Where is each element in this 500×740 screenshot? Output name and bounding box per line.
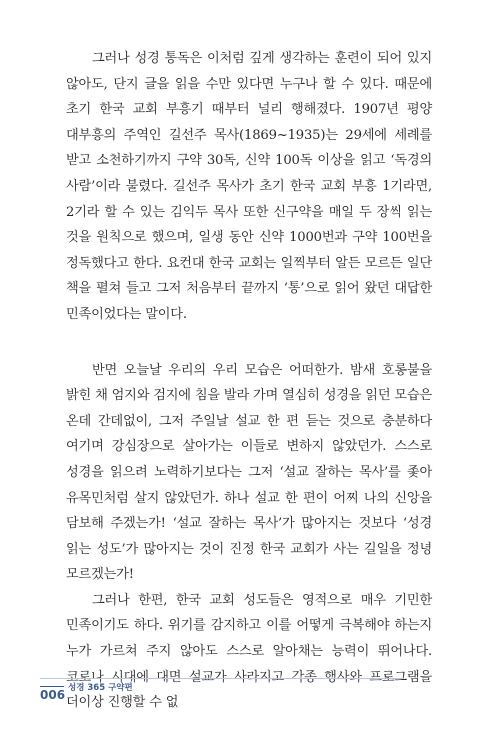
paragraph-2: 반면 오늘날 우리의 우리 모습은 어떠한가. 밤새 호롱불을 밝힌 채 엄지와 검지에 침을 발라 가며 열심히 성경을 읽던 모습은 온데 간데없이, 그저 주일날 설교 한 편 듣는 것으로 충분하다 여기며 강심장으로 살아가는 이들로 변하지 않았던가. 스스로 성경을 읽으려 노력하기보다는 그저 ‘설교 잘하는 목사’를 좇아 유목민처럼 살지 않았던가. 하나 설교 한 편이 어찌 나의 신앙을 담보해 주겠는가! ‘설교 잘하는 목사’가 많아지는 것보다 ‘성경 읽는 성도’가 많아지는 것이 진정 한국 교회가 사는 길일을 정녕 모르겠는가! — [66, 362, 432, 583]
footer-short-rule — [40, 686, 64, 687]
footer-book-title: 성경 365 구약편 — [68, 683, 133, 693]
body-text — [66, 46, 432, 716]
footer-rule — [40, 678, 404, 679]
paragraph-3: 그러나 한편, 한국 교회 성도들은 영적으로 매우 기민한 민족이기도 하다. 위기를 감지하고 이를 어떻게 극복해야 하는지 누가 가르쳐 주지 않아도 스스로 알아채는 능력이 뛰어나다. 코로나 시대에 대면 설교가 사라지고 각종 행사와 프로그램을 더이상 진행할 수 없 — [66, 592, 432, 711]
page-number: 006 — [40, 688, 66, 702]
paragraph-1: 그러나 성경 통독은 이처럼 깊게 생각하는 훈련이 되어 있지 않아도, 단지 글을 읽을 수만 있다면 누구나 할 수 있다. 때문에 초기 한국 교회 부흥기 때부터 널리 행해졌다. 1907년 평양 대부흥의 주역인 길선주 목사(1869~1935)는 29세에 세례를 받고 소천하기까지 구약 30독, 신약 100독 이상을 읽고 ‘독경의 사람’이라 불렸다. 길선주 목사가 초기 한국 교회 부흥 1기라면, 2기라 할 수 있는 김익두 목사 또한 신구약을 매일 두 장씩 읽는 것을 원칙으로 했으며, 일생 동안 신약 1000번과 구약 100번을 정독했다고 한다. 요컨대 한국 교회는 일찍부터 알든 모르든 일단 책을 펼쳐 들고 그저 처음부터 끝까지 ‘통’으로 읽어 왔던 대답한 민족이었다는 말이다. — [66, 51, 432, 322]
page-footer — [40, 678, 460, 718]
